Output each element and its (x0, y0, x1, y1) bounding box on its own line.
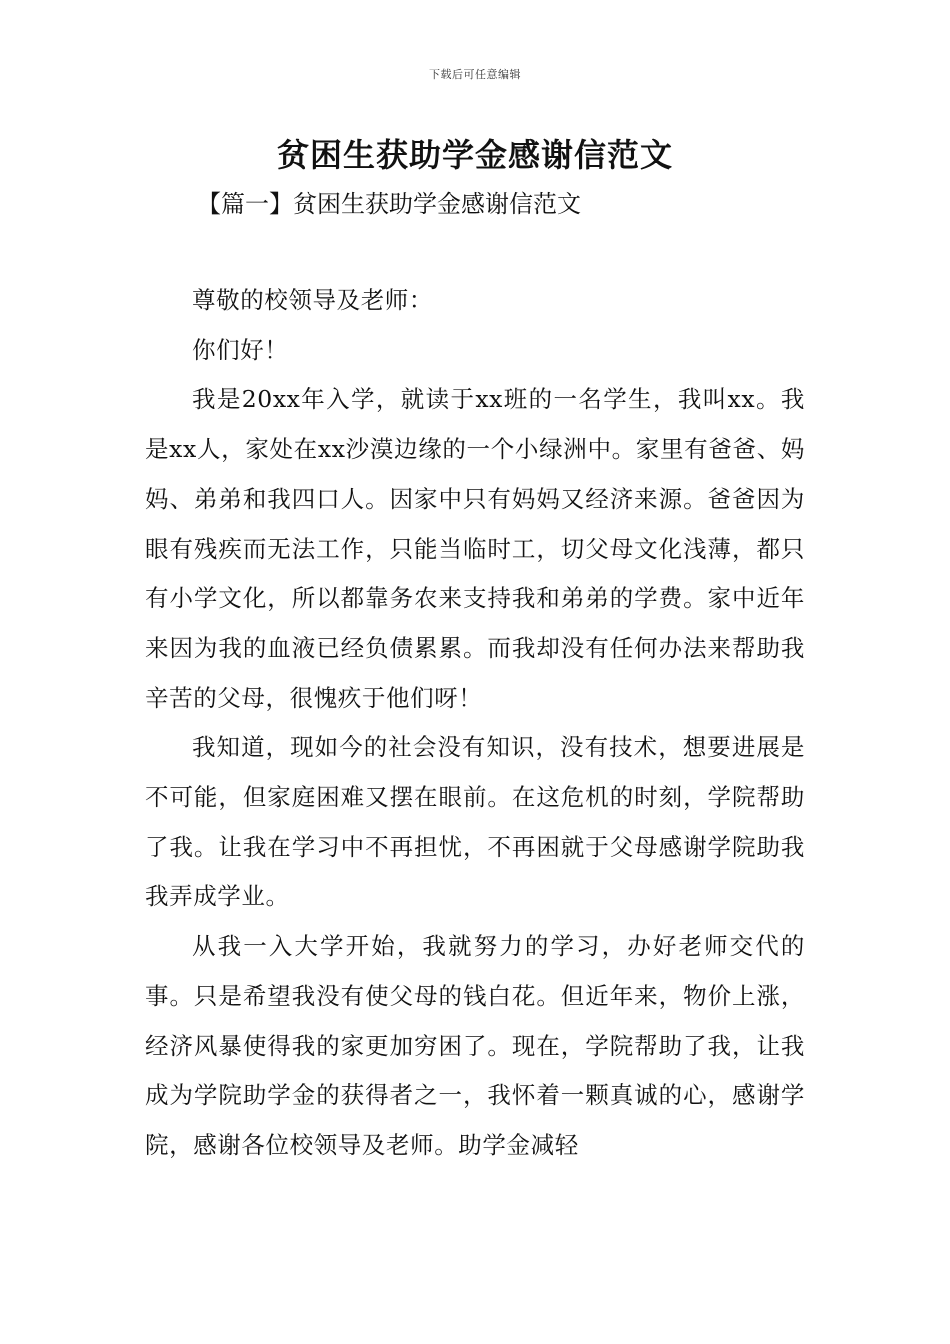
paragraph-3: 从我一入大学开始，我就努力的学习，办好老师交代的事。只是希望我没有使父母的钱白花。但近年来，物价上涨，经济风暴使得我的家更加穷困了。现在，学院帮助了我，让我成为学院助学金的获得者之一，我怀着一颗真诚的心，感谢学院，感谢各位校领导及老师。助学金减轻 (145, 932, 805, 1159)
letter-body (145, 276, 805, 1171)
section-subtitle: 【篇一】贫困生获助学金感谢信范文 (197, 190, 581, 218)
greeting: 你们好！ (192, 335, 289, 364)
header-note: 下载后可任意编辑 (429, 68, 521, 81)
paragraph-2: 我知道，现如今的社会没有知识，没有技术，想要进展是不可能，但家庭困难又摆在眼前。在这危机的时刻，学院帮助了我。让我在学习中不再担忧，不再困就于父母感谢学院助我我弄成学业。 (145, 733, 805, 911)
paragraph-1: 我是20xx年入学，就读于xx班的一名学生，我叫xx。我是xx人，家处在xx沙漠边缘的一个小绿洲中。家里有爸爸、妈妈、弟弟和我四口人。因家中只有妈妈又经济来源。爸爸因为眼有残疾而无法工作，只能当临时工，切父母文化浅薄，都只有小学文化，所以都靠务农来支持我和弟弟的学费。家中近年来因为我的血液已经负债累累。而我却没有任何办法来帮助我辛苦的父母，很愧疚于他们呀！ (145, 385, 805, 712)
document-title: 贫困生获助学金感谢信范文 (276, 136, 673, 174)
salutation: 尊敬的校领导及老师： (192, 286, 433, 314)
